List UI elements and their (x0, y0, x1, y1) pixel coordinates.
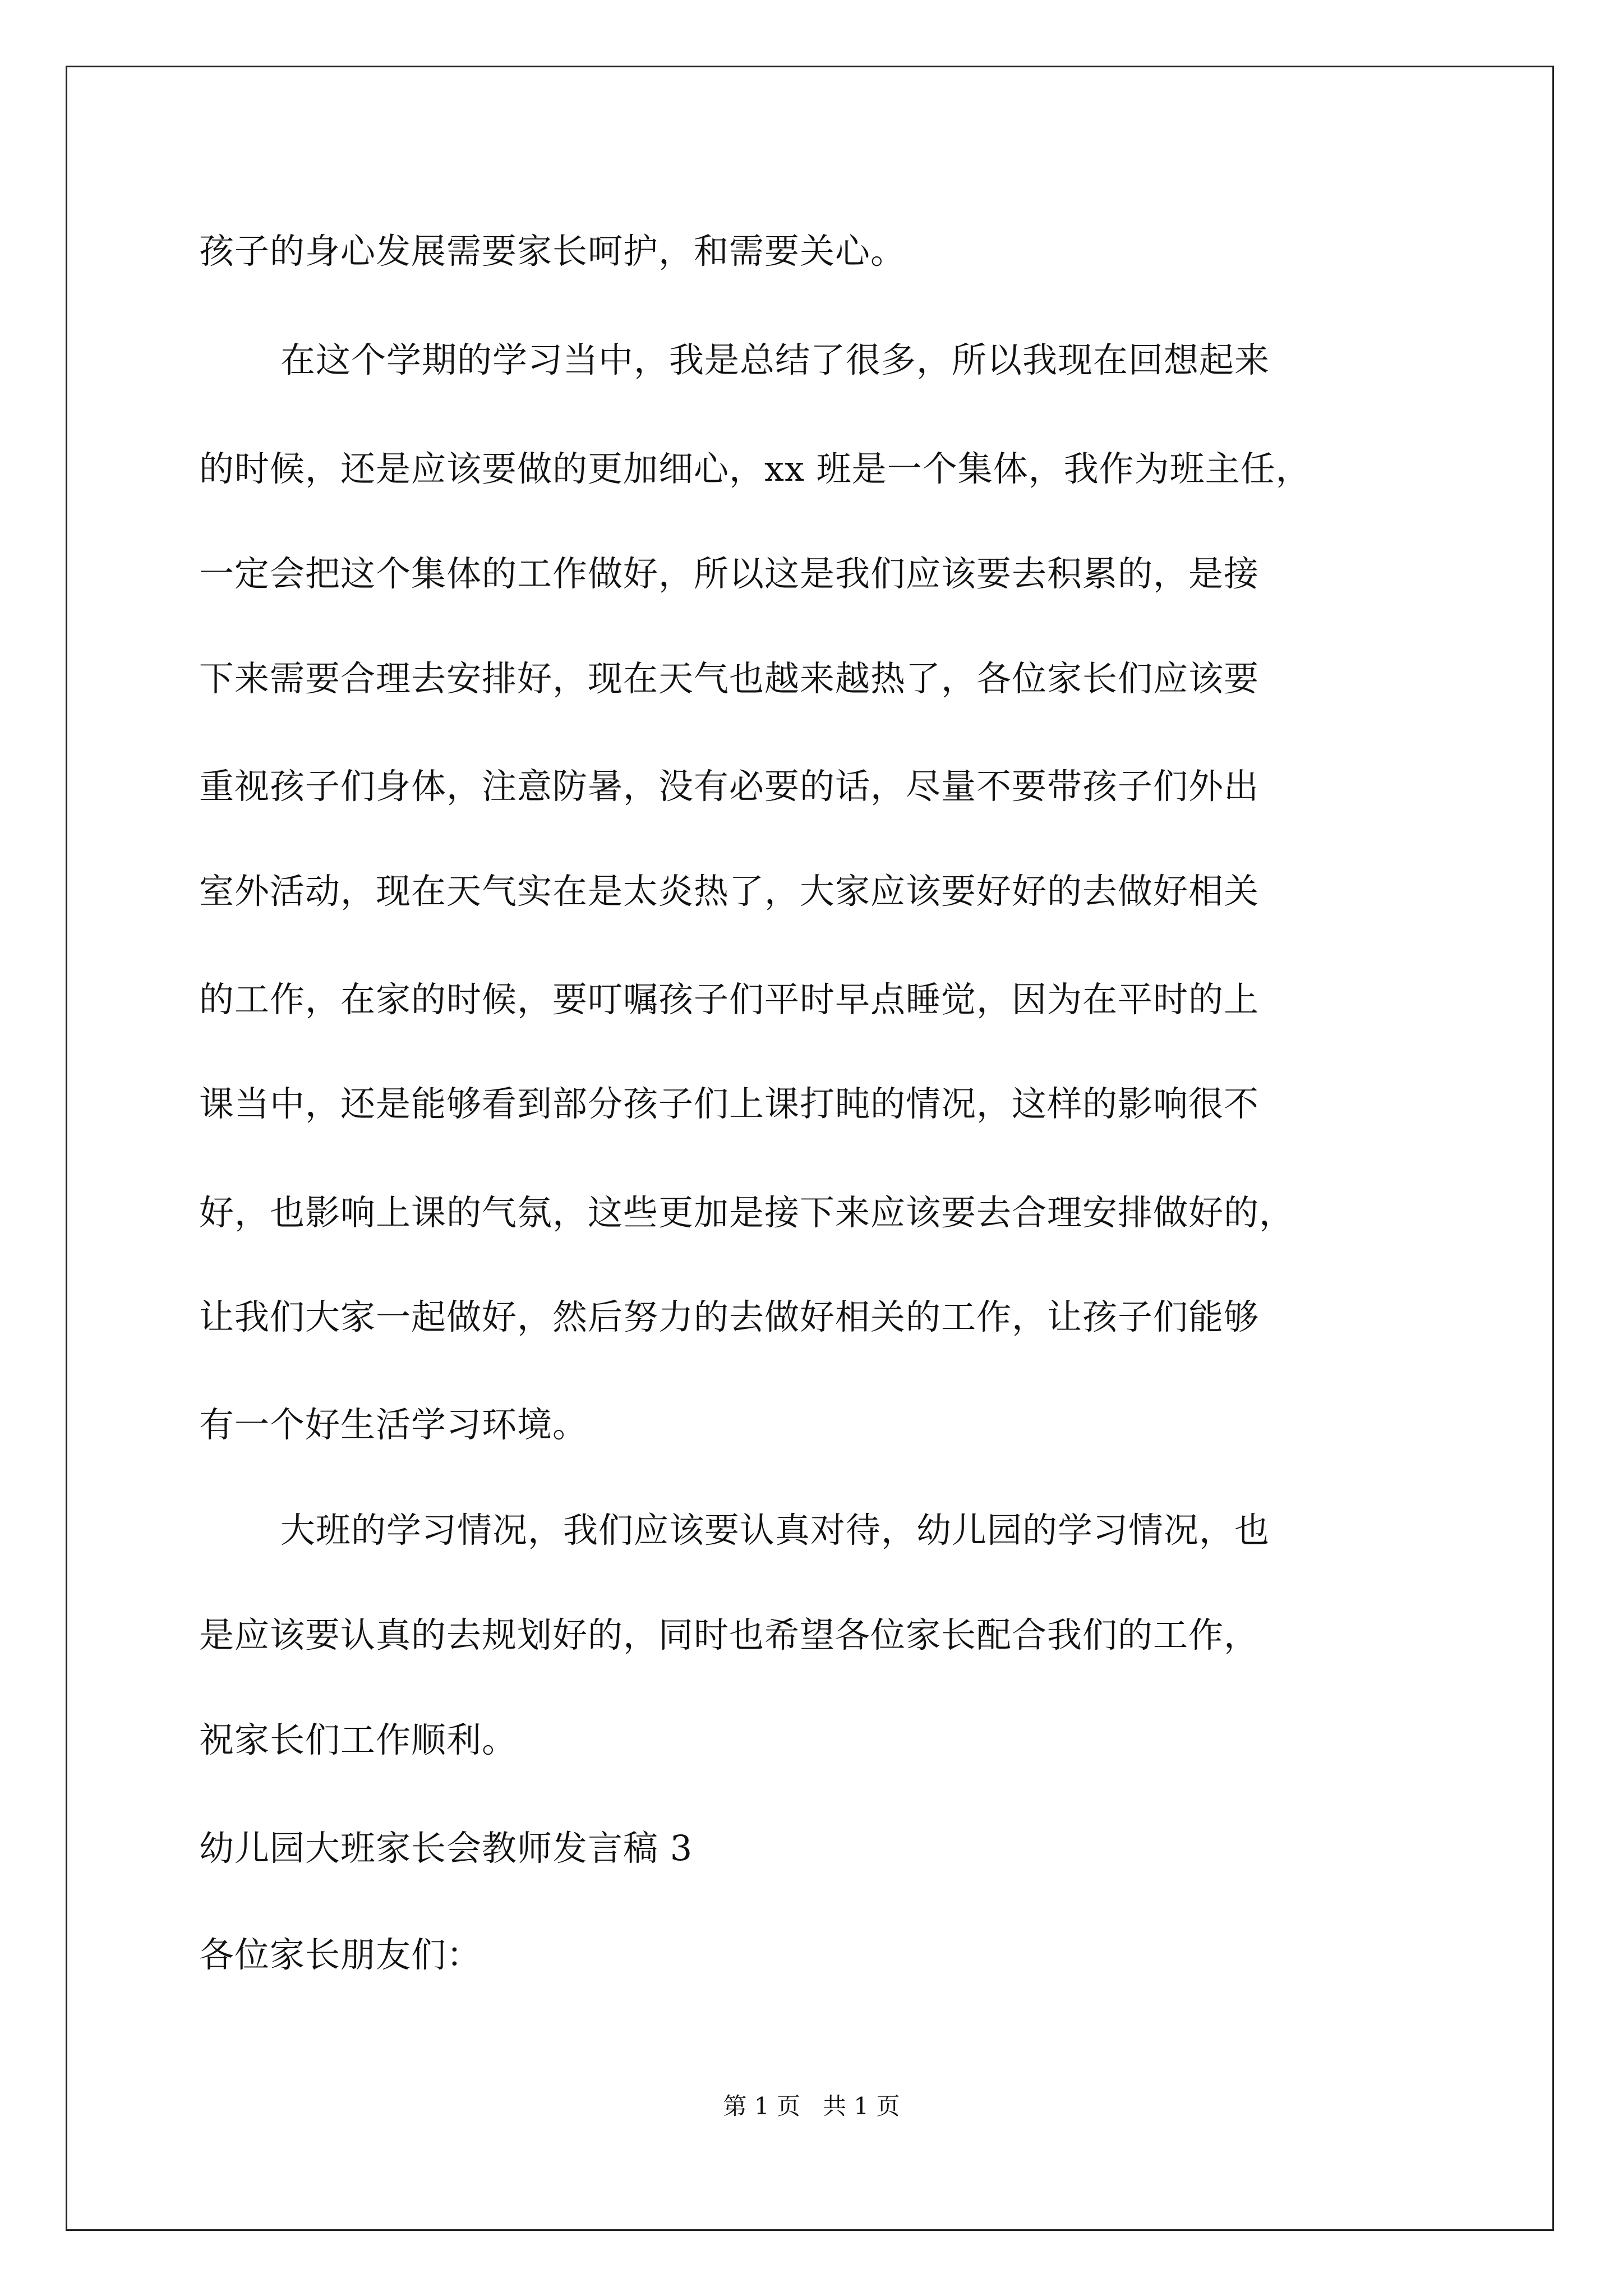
page-footer: 第 1 页 共 1 页 (723, 2092, 900, 2120)
text-line: 让我们大家一起做好，然后努力的去做好相关的工作，让孩子们能够 (199, 1296, 1260, 1337)
text-line: 下来需要合理去安排好，现在天气也越来越热了，各位家长们应该要 (199, 658, 1260, 699)
text-line: 有一个好生活学习环境。 (199, 1404, 588, 1445)
text-line: 的工作，在家的时候，要叮嘱孩子们平时早点睡觉，因为在平时的上 (199, 979, 1260, 1020)
text-line: 重视孩子们身体，注意防暑，没有必要的话，尽量不要带孩子们外出 (199, 766, 1260, 807)
text-line: 的时候，还是应该要做的更加细心，xx 班是一个集体，我作为班主任， (199, 448, 1311, 489)
page-border (66, 66, 1554, 2231)
section-title: 幼儿园大班家长会教师发言稿 3 (199, 1828, 693, 1869)
text-line: 祝家长们工作顺利。 (199, 1719, 518, 1760)
text-line: 在这个学期的学习当中，我是总结了很多，所以我现在回想起来 (280, 339, 1270, 380)
text-line: 孩子的身心发展需要家长呵护，和需要关心。 (199, 231, 906, 272)
text-line: 好，也影响上课的气氛，这些更加是接下来应该要去合理安排做好的， (199, 1192, 1295, 1233)
text-line: 一定会把这个集体的工作做好，所以这是我们应该要去积累的，是接 (199, 553, 1260, 594)
salutation: 各位家长朋友们： (199, 1934, 482, 1975)
text-line: 是应该要认真的去规划好的，同时也希望各位家长配合我们的工作， (199, 1614, 1260, 1655)
text-line: 课当中，还是能够看到部分孩子们上课打盹的情况，这样的影响很不 (199, 1083, 1260, 1124)
text-line: 室外活动，现在天气实在是太炎热了，大家应该要好好的去做好相关 (199, 871, 1260, 912)
text-line: 大班的学习情况，我们应该要认真对待，幼儿园的学习情况，也 (280, 1510, 1270, 1550)
